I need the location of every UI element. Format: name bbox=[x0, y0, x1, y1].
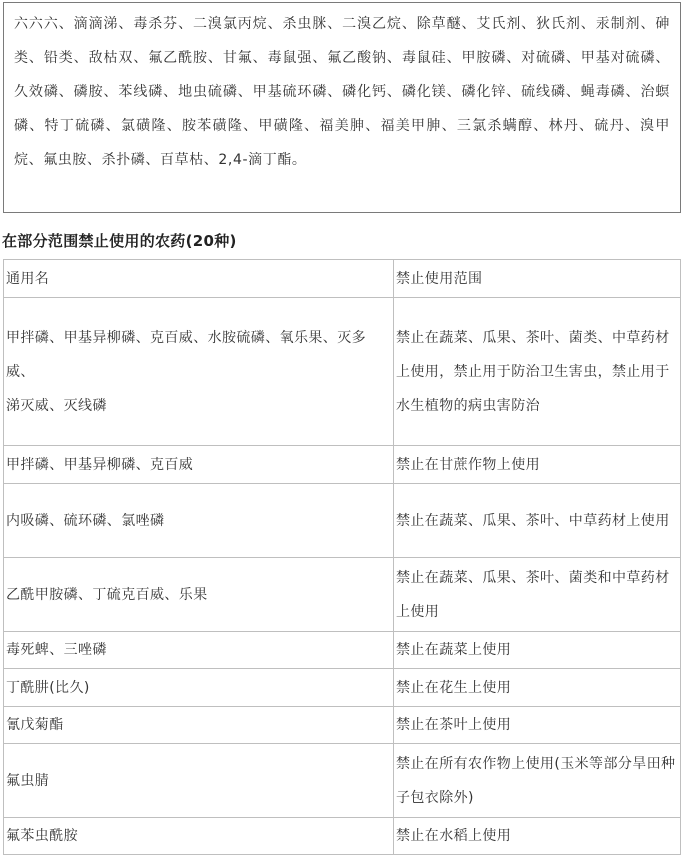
section-heading: 在部分范围禁止使用的农药(20种) bbox=[2, 232, 237, 250]
prohibited-scope-cell: 禁止在所有农作物上使用(玉米等部分旱田种子包衣除外) bbox=[394, 744, 681, 818]
pesticide-name-cell: 丁酰肼(比久) bbox=[4, 669, 394, 707]
table-row bbox=[4, 558, 681, 632]
table-row bbox=[4, 632, 681, 669]
header-prohibited-scope: 禁止使用范围 bbox=[394, 260, 681, 298]
banned-pesticide-text: 六六六、滴滴涕、毒杀芬、二溴氯丙烷、杀虫脒、二溴乙烷、除草醚、艾氏剂、狄氏剂、汞制剂、砷类、铅类、敌枯双、氟乙酰胺、甘氟、毒鼠强、氟乙酸钠、毒鼠硅、甲胺磷、对硫磷、甲基对硫磷、久效磷、磷胺、苯线磷、地虫硫磷、甲基硫环磷、磷化钙、磷化镁、磷化锌、硫线磷、蝇毒磷、治螟磷、特丁硫磷、氯磺隆、胺苯磺隆、甲磺隆、福美胂、福美甲胂、三氯杀螨醇、林丹、硫丹、溴甲烷、氟虫胺、杀扑磷、百草枯、2,4-滴丁酯。 bbox=[14, 16, 670, 168]
table-header-row bbox=[4, 260, 681, 298]
pesticide-name-cell: 内吸磷、硫环磷、氯唑磷 bbox=[4, 484, 394, 558]
prohibited-scope-cell: 禁止在蔬菜、瓜果、茶叶、菌类、中草药材上使用，禁止用于防治卫生害虫，禁止用于水生植物的病虫害防治 bbox=[394, 298, 681, 446]
table-row bbox=[4, 446, 681, 484]
pesticide-name-cell: 乙酰甲胺磷、丁硫克百威、乐果 bbox=[4, 558, 394, 632]
banned-pesticide-list bbox=[3, 2, 681, 213]
table-row bbox=[4, 484, 681, 558]
prohibited-scope-cell: 禁止在甘蔗作物上使用 bbox=[394, 446, 681, 484]
table-row bbox=[4, 818, 681, 855]
table-row bbox=[4, 707, 681, 744]
prohibited-scope-cell: 禁止在水稻上使用 bbox=[394, 818, 681, 855]
prohibited-scope-cell: 禁止在茶叶上使用 bbox=[394, 707, 681, 744]
prohibited-scope-cell: 禁止在蔬菜、瓜果、茶叶、菌类和中草药材上使用 bbox=[394, 558, 681, 632]
table-row bbox=[4, 744, 681, 818]
table-row bbox=[4, 298, 681, 446]
pesticide-name-cell: 氟虫腈 bbox=[4, 744, 394, 818]
pesticide-name-cell: 毒死蜱、三唑磷 bbox=[4, 632, 394, 669]
pesticide-name-cell: 甲拌磷、甲基异柳磷、克百威 bbox=[4, 446, 394, 484]
table-row bbox=[4, 669, 681, 707]
pesticide-name-cell: 甲拌磷、甲基异柳磷、克百威、水胺硫磷、氧乐果、灭多威、 涕灭威、灭线磷 bbox=[4, 298, 394, 446]
prohibited-scope-cell: 禁止在花生上使用 bbox=[394, 669, 681, 707]
restricted-pesticide-table bbox=[3, 259, 681, 855]
pesticide-name-cell: 氰戊菊酯 bbox=[4, 707, 394, 744]
header-common-name: 通用名 bbox=[4, 260, 394, 298]
prohibited-scope-cell: 禁止在蔬菜、瓜果、茶叶、中草药材上使用 bbox=[394, 484, 681, 558]
pesticide-name-cell: 氟苯虫酰胺 bbox=[4, 818, 394, 855]
prohibited-scope-cell: 禁止在蔬菜上使用 bbox=[394, 632, 681, 669]
